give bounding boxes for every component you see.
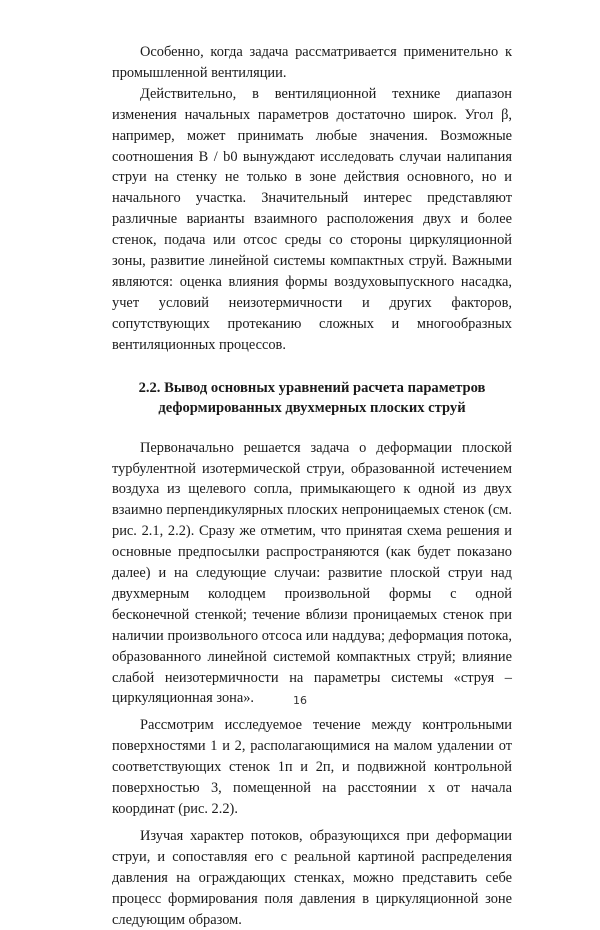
section-heading-line-1: 2.2. Вывод основных уравнений расчета параметров — [138, 379, 486, 396]
paragraph-1: Особенно, когда задача рассматривается применительно к промышленной вентиляции. — [112, 44, 512, 81]
section-heading-line-2: деформированных двухмерных плоских струй — [158, 399, 466, 416]
paragraph-5: Изучая характер потоков, образующихся при деформации струи, и сопоставляя его с реальной картиной распределения давления на ограждающих стенках, можно представить себе процесс формирования поля давления в циркуляционной зоне следующим образом. — [112, 827, 512, 928]
section-heading — [112, 378, 512, 418]
paragraph-2: Действительно, в вентиляционной технике диапазон изменения начальных параметров достаточно широк. Угол β, например, может принимать любые значения. Возможные соотношения B / b0 вынуждают исследовать случаи налипания струи на стенку не только в зоне действия основного, но и начального участка. Значительный интерес представляют различные варианты взаимного расположения двух и более стенок, подача или отсос среды со стороны циркуляционной зоны, развитие линейной системы компактных струй. Важными являются: оценка влияния формы воздуховыпускного насадка, учет условий неизотермичности и других факторов, сопутствующих протеканию сложных и многообразных вентиляционных процессов. — [112, 85, 512, 353]
page-number: 16 — [293, 694, 307, 707]
page-content — [112, 42, 512, 930]
paragraph-3: Первоначально решается задача о деформации плоской турбулентной изотермической струи, образованной истечением воздуха из щелевого сопла, примыкающего к одной из двух взаимно перпендикулярных плоских непроницаемых стенок (см. рис. 2.1, 2.2). Сразу же отметим, что принятая схема решения и основные предпосылки распространяются (как будет показано далее) и на следующие случаи: развитие плоской струи над двухмерным колодцем произвольной формы с одной бесконечной стенкой; течение вблизи проницаемых стенок при наличии произвольного отсоса или наддува; деформация потока, образованного линейной системой компактных струй; влияние слабой неизотермичности на параметры системы «струя – циркуляционная зона». — [112, 439, 512, 707]
paragraph-4: Рассмотрим исследуемое течение между контрольными поверхностями 1 и 2, располагающимися на малом удалении от соответствующих стенок 1п и 2п, и подвижной контрольной поверхностью 3, помещенной на расстоянии x от начала координат (рис. 2.2). — [112, 717, 512, 817]
